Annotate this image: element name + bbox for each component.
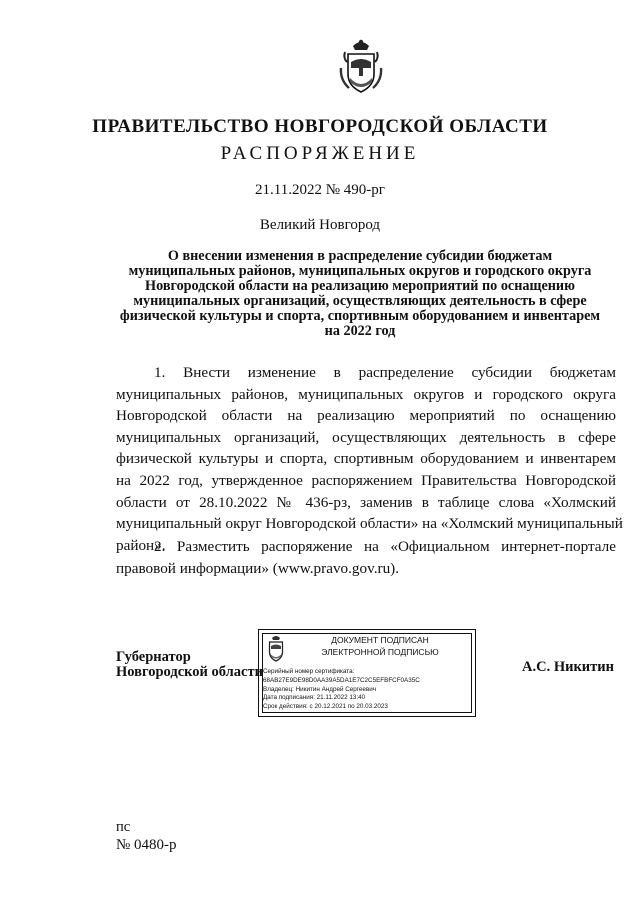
footer-code: № 0480-р: [116, 837, 177, 853]
organization-name: ПРАВИТЕЛЬСТВО НОВГОРОДСКОЙ ОБЛАСТИ: [92, 116, 548, 137]
paragraph-1: [116, 362, 623, 556]
paragraph-line: муниципальных организаций, осуществляющих деятельность в сфере: [116, 428, 616, 446]
stamp-heading: [295, 634, 465, 658]
title-line: О внесении изменения в распределение субсидии бюджетам: [167, 248, 553, 264]
paragraph-line: Новгородской области на реализацию мероприятий по оснащению: [116, 407, 616, 425]
electronic-signature-stamp: [258, 629, 476, 717]
paragraph-line: район».: [116, 536, 166, 554]
paragraph-line: на 2022 год, утвержденное распоряжением Правительства Новгородской: [116, 471, 616, 489]
document-date-number: 21.11.2022 № 490-рг: [255, 182, 385, 198]
coat-of-arms-emblem: [339, 38, 383, 94]
paragraph-line: 2. Разместить распоряжение на «Официальном интернет-портале: [154, 538, 616, 555]
paragraph-line: муниципальных районов, муниципальных округов и городского округа: [116, 385, 616, 403]
stamp-cert-label: Серийный номер сертификата:: [263, 668, 355, 675]
signatory-title-line: Губернатор: [116, 649, 191, 665]
paragraph-line: 1. Внести изменение в распределение субсидии бюджетам: [154, 364, 616, 381]
document-footer: [116, 820, 177, 852]
stamp-signed-date: Дата подписания: 21.11.2022 13:40: [263, 694, 366, 702]
signatory-name: А.С. Никитин: [522, 659, 614, 675]
footer-initials: пс: [116, 819, 131, 835]
signatory-title: [116, 650, 263, 680]
paragraph-line: правовой информации» (www.pravo.gov.ru).: [116, 559, 400, 577]
stamp-heading-line: ЭЛЕКТРОННОЙ ПОДПИСЬЮ: [321, 647, 439, 657]
paragraph-line: муниципальный округ Новгородской области» на «Холмский муниципальный: [116, 515, 623, 533]
stamp-cert-number: 68AB27E9DE98D0AA39A5DA1E7C2C5EFBFCF0A35C: [263, 676, 420, 684]
paragraph-2: [116, 536, 616, 579]
signatory-title-line: Новгородской области: [116, 664, 263, 680]
title-line: на 2022 год: [324, 323, 396, 339]
stamp-validity: Срок действия: с 20.12.2021 по 20.03.2023: [263, 703, 388, 711]
title-line: муниципальных организаций, осуществляющих деятельность в сфере: [133, 293, 587, 309]
document-city: Великий Новгород: [259, 217, 381, 233]
title-line: Новгородской области на реализацию мероприятий по оснащению: [145, 278, 575, 294]
document-title: [110, 249, 610, 339]
paragraph-line: физической культуры и спорта, спортивным оборудованием и инвентарем: [116, 450, 616, 468]
document-type: РАСПОРЯЖЕНИЕ: [220, 143, 420, 164]
stamp-emblem-icon: [265, 634, 287, 662]
stamp-owner: Владелец: Никитин Андрей Сергеевич: [263, 685, 377, 693]
stamp-fields: [263, 668, 420, 712]
title-line: физической культуры и спорта, спортивным оборудованием и инвентарем: [119, 308, 601, 324]
title-line: муниципальных районов, муниципальных округов и городского округа: [128, 263, 592, 279]
stamp-heading-line: ДОКУМЕНТ ПОДПИСАН: [331, 635, 429, 645]
paragraph-line: области от 28.10.2022 № 436-рз, заменив в таблице слова «Холмский: [116, 493, 616, 511]
